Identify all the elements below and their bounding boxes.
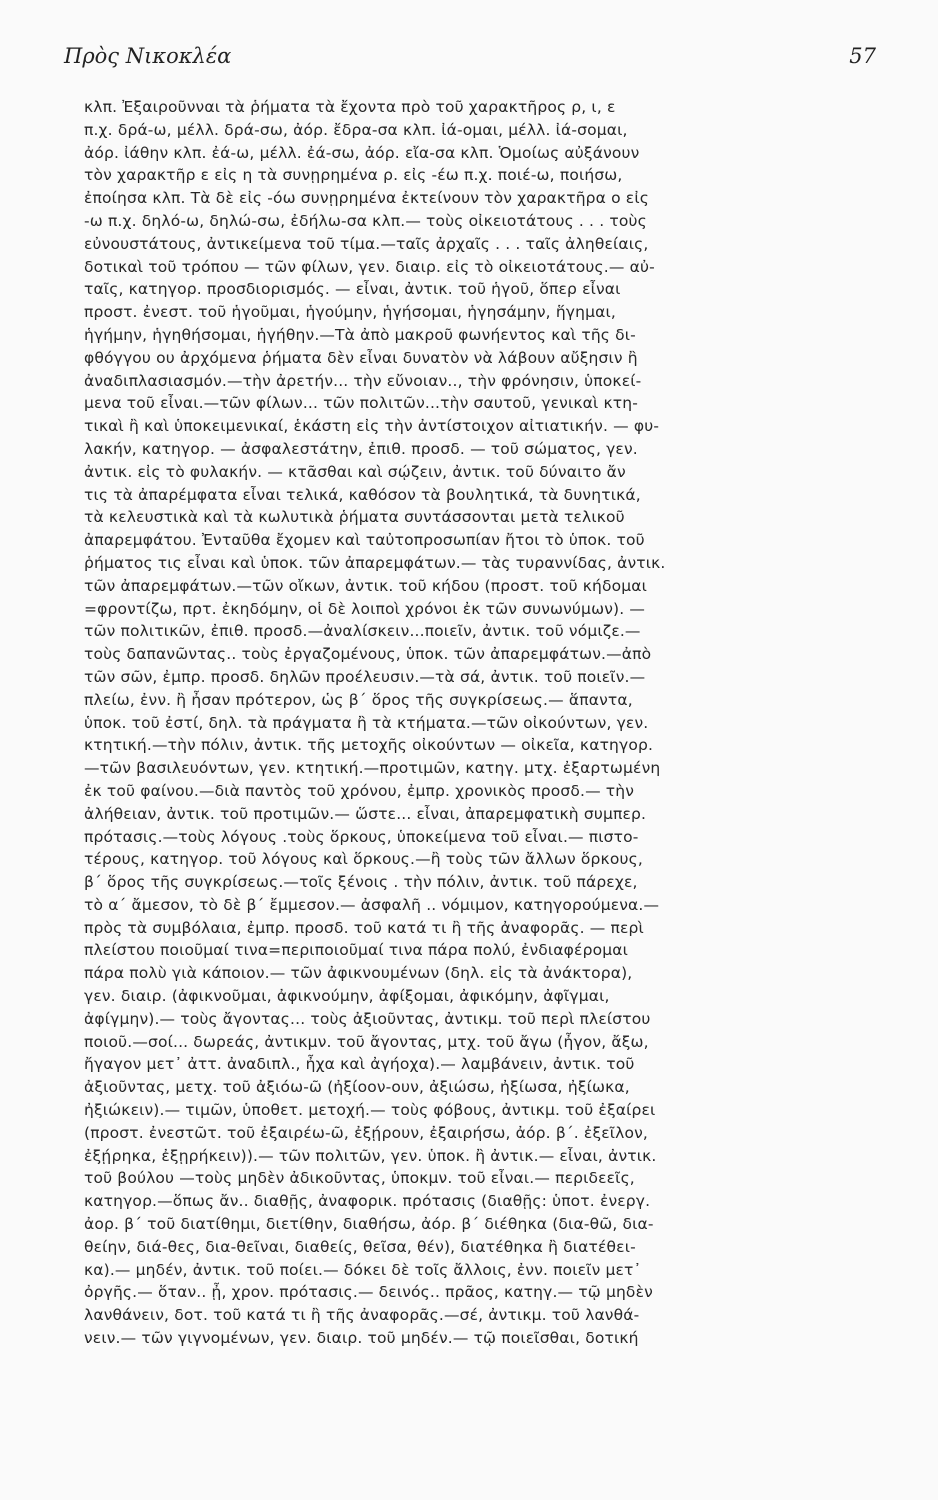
- text-line: π.χ. δρά-ω, μέλλ. δρά-σω, ἀόρ. ἔδρα-σα κλπ. ἰά-ομαι, μέλλ. ἰά-σομαι,: [84, 120, 628, 139]
- text-line: τέρους, κατηγορ. τοῦ λόγους καὶ ὅρκους.—ἢ τοὺς τῶν ἄλλων ὅρκους,: [84, 850, 643, 869]
- text-line: ἀλήθειαν, ἀντικ. τοῦ προτιμῶν.— ὥστε... εἶναι, ἀπαρεμφατικὴ συμπερ.: [84, 804, 647, 823]
- text-line: τις τὰ ἀπαρέμφατα εἶναι τελικά, καθόσον τὰ βουλητικά, τὰ δυνητικά,: [84, 485, 641, 504]
- text-line: νειν.— τῶν γιγνομένων, γεν. διαιρ. τοῦ μηδέν.— τῷ ποιεῖσθαι, δοτική: [84, 1329, 639, 1348]
- text-line: ἠξιώκειν).— τιμῶν, ὑποθετ. μετοχή.— τοὺς φόβους, ἀντικμ. τοῦ ἐξαίρει: [84, 1101, 656, 1120]
- text-line: ἐποίησα κλπ. Τὰ δὲ εἰς -όω συνῃρημένα ἐκτείνουν τὸν χαρακτῆρα ο εἰς: [84, 189, 649, 208]
- text-line: ὑποκ. τοῦ ἐστί, δηλ. τὰ πράγματα ἢ τὰ κτήματα.—τῶν οἰκούντων, γεν.: [84, 713, 649, 732]
- text-line: τὸ α΄ ἄμεσον, τὸ δὲ β΄ ἔμμεσον.— ἀσφαλῆ .. νόμιμον, κατηγορούμενα.—: [84, 895, 660, 914]
- text-line: πρὸς τὰ συμβόλαια, ἐμπρ. προσδ. τοῦ κατά τι ἢ τῆς ἀναφορᾶς. — περὶ: [84, 918, 644, 937]
- text-line: ὀργῆς.— ὅταν.. ᾖ, χρον. πρότασις.— δεινός.. πρᾶος, κατηγ.— τῷ μηδὲν: [84, 1283, 653, 1302]
- text-line: β΄ ὅρος τῆς συγκρίσεως.—τοῖς ξένοις . τὴν πόλιν, ἀντικ. τοῦ πάρεχε,: [84, 873, 638, 892]
- text-line: (προστ. ἐνεστῶτ. τοῦ ἐξαιρέω-ῶ, ἐξῄρουν, ἐξαιρήσω, ἀόρ. β΄. ἐξεῖλον,: [84, 1123, 649, 1142]
- text-line: θείην, διά-θες, δια-θεῖναι, διαθείς, θεῖσα, θέν), διατέθηκα ἢ διατέθει-: [84, 1237, 636, 1256]
- text-line: πλείστου ποιοῦμαί τινα=περιποιοῦμαί τινα πάρα πολύ, ἐνδιαφέρομαι: [84, 941, 628, 960]
- text-line: ῥήματος τις εἶναι καὶ ὑποκ. τῶν ἀπαρεμφάτων.— τὰς τυραννίδας, ἀντικ.: [84, 553, 666, 572]
- text-line: ἐκ τοῦ φαίνου.—διὰ παντὸς τοῦ χρόνου, ἐμπρ. χρονικὸς προσδ.— τὴν: [84, 781, 635, 800]
- text-line: εὐνουστάτους, ἀντικείμενα τοῦ τίμα.—ταῖς ἀρχαῖς . . . ταῖς ἀληθείαις,: [84, 234, 649, 253]
- body-text: [84, 96, 884, 1350]
- text-line: λακήν, κατηγορ. — ἀσφαλεστάτην, ἐπιθ. προσδ. — τοῦ σώματος, γεν.: [84, 439, 638, 458]
- running-header-title: Πρὸς Νικοκλέα: [64, 44, 232, 68]
- text-line: κλπ. Ἐξαιροῦνναι τὰ ῥήματα τὰ ἔχοντα πρὸ τοῦ χαρακτῆρος ρ, ι, ε: [84, 98, 616, 116]
- text-line: δοτικαὶ τοῦ τρόπου — τῶν φίλων, γεν. διαιρ. εἰς τὸ οἰκειοτάτους.— αὐ-: [84, 257, 655, 276]
- text-line: τὰ κελευστικὰ καὶ τὰ κωλυτικὰ ῥήματα συντάσσονται μετὰ τελικοῦ: [84, 508, 625, 527]
- text-line: ἀναδιπλασιασμόν.—τὴν ἀρετήν... τὴν εὔνοιαν.., τὴν φρόνησιν, ὑποκεί-: [84, 371, 642, 390]
- text-line: τοῦ βούλου —τοὺς μηδὲν ἀδικοῦντας, ὑποκμν. τοῦ εἶναι.— περιδεεῖς,: [84, 1169, 635, 1188]
- text-line: κτητική.—τὴν πόλιν, ἀντικ. τῆς μετοχῆς οἰκούντων — οἰκεῖα, κατηγορ.: [84, 736, 654, 755]
- text-line: ἡγήμην, ἡγηθήσομαι, ἡγήθην.—Τὰ ἀπὸ μακροῦ φωνήεντος καὶ τῆς δι-: [84, 325, 636, 344]
- text-line: ἀόρ. ἰάθην κλπ. ἐά-ω, μέλλ. ἐά-σω, ἀόρ. εἴα-σα κλπ. Ὁμοίως αὐξάνουν: [84, 143, 640, 162]
- text-line: ἀορ. β΄ τοῦ διατίθημι, διετίθην, διαθήσω, ἀόρ. β΄ διέθηκα (δια-θῶ, δια-: [84, 1215, 654, 1234]
- text-line: πλείω, ἐνν. ἢ ἦσαν πρότερον, ὡς β΄ ὅρος τῆς συγκρίσεως.— ἅπαντα,: [84, 690, 633, 709]
- text-line: προστ. ἐνεστ. τοῦ ἡγοῦμαι, ἡγούμην, ἡγήσομαι, ἡγησάμην, ἥγημαι,: [84, 303, 616, 322]
- text-line: ταῖς, κατηγορ. προσδιορισμός. — εἶναι, ἀντικ. τοῦ ἡγοῦ, ὅπερ εἶναι: [84, 280, 621, 299]
- page-number: 57: [849, 44, 876, 68]
- text-line: κα).— μηδέν, ἀντικ. τοῦ ποίει.— δόκει δὲ τοῖς ἄλλοις, ἐνν. ποιεῖν μετ᾽: [84, 1260, 642, 1279]
- text-line: ἀπαρεμφάτου. Ἐνταῦθα ἔχομεν καὶ ταὐτοπροσωπίαν ἤτοι τὸ ὑποκ. τοῦ: [84, 531, 645, 550]
- text-line: τῶν πολιτικῶν, ἐπιθ. προσδ.—ἀναλίσκειν...ποιεῖν, ἀντικ. τοῦ νόμιζε.—: [84, 622, 641, 641]
- text-line: γεν. διαιρ. (ἀφικνοῦμαι, ἀφικνούμην, ἀφίξομαι, ἀφικόμην, ἀφῖγμαι,: [84, 987, 610, 1006]
- text-line: ἤγαγον μετ᾽ ἀττ. ἀναδιπλ., ἦχα καὶ ἀγήοχα).— λαμβάνειν, ἀντικ. τοῦ: [84, 1055, 635, 1074]
- text-line: τῶν σῶν, ἐμπρ. προσδ. δηλῶν προέλευσιν.—τὰ σά, ἀντικ. τοῦ ποιεῖν.—: [84, 667, 646, 686]
- text-line: ἀφίγμην).— τοὺς ἄγοντας... τοὺς ἀξιοῦντας, ἀντικμ. τοῦ περὶ πλείστου: [84, 1009, 651, 1028]
- text-line: τικαὶ ἢ καὶ ὑποκειμενικαί, ἑκάστη εἰς τὴν ἀντίστοιχον αἰτιατικήν. — φυ-: [84, 417, 660, 436]
- text-line: τὸν χαρακτῆρ ε εἰς η τὰ συνῃρημένα ρ. εἰς -έω π.χ. ποιέ-ω, ποιήσω,: [84, 166, 623, 185]
- text-line: —τῶν βασιλευόντων, γεν. κτητική.—προτιμῶν, κατηγ. μτχ. ἐξαρτωμένη: [84, 759, 661, 778]
- text-line: ποιοῦ.—σοί... δωρεάς, ἀντικμν. τοῦ ἄγοντας, μτχ. τοῦ ἄγω (ἦγον, ἄξω,: [84, 1032, 649, 1051]
- text-line: κατηγορ.—ὅπως ἄν.. διαθῇς, ἀναφορικ. πρότασις (διαθῇς: ὑποτ. ἐνεργ.: [84, 1192, 651, 1211]
- text-line: πρότασις.—τοὺς λόγους .τοὺς ὅρκους, ὑποκείμενα τοῦ εἶναι.— πιστο-: [84, 827, 639, 846]
- text-line: μενα τοῦ εἶναι.—τῶν φίλων... τῶν πολιτῶν...τὴν σαυτοῦ, γενικαὶ κτη-: [84, 394, 638, 413]
- text-line: τοὺς δαπανῶντας.. τοὺς ἐργαζομένους, ὑποκ. τῶν ἀπαρεμφάτων.—ἀπὸ: [84, 645, 652, 664]
- text-line: πάρα πολὺ γιὰ κάποιον.— τῶν ἀφικνουμένων (δηλ. εἰς τὰ ἀνάκτορα),: [84, 964, 633, 983]
- text-line: =φροντίζω, πρτ. ἐκηδόμην, οἱ δὲ λοιποὶ χρόνοι ἐκ τῶν συνωνύμων). —: [84, 599, 646, 618]
- text-line: ἀξιοῦντας, μετχ. τοῦ ἀξιόω-ῶ (ἠξίοον-ουν, ἀξιώσω, ἠξίωσα, ἠξίωκα,: [84, 1078, 630, 1097]
- text-line: ἀντικ. εἰς τὸ φυλακήν. — κτᾶσθαι καὶ σῴζειν, ἀντικ. τοῦ δύναιτο ἄν: [84, 462, 626, 481]
- text-line: -ω π.χ. δηλό-ω, δηλώ-σω, ἐδήλω-σα κλπ.— τοὺς οἰκειοτάτους . . . τοὺς: [84, 211, 647, 230]
- text-line: τῶν ἀπαρεμφάτων.—τῶν οἴκων, ἀντικ. τοῦ κήδου (προστ. τοῦ κήδομαι: [84, 576, 648, 595]
- text-line: ἐξῄρηκα, ἐξῃρήκειν)).— τῶν πολιτῶν, γεν. ὑποκ. ἢ ἀντικ.— εἶναι, ἀντικ.: [84, 1146, 657, 1165]
- text-line: φθόγγου ου ἀρχόμενα ῥήματα δὲν εἶναι δυνατὸν νὰ λάβουν αὔξησιν ἢ: [84, 348, 638, 367]
- text-line: λανθάνειν, δοτ. τοῦ κατά τι ἢ τῆς ἀναφορᾶς.—σέ, ἀντικμ. τοῦ λανθά-: [84, 1306, 640, 1325]
